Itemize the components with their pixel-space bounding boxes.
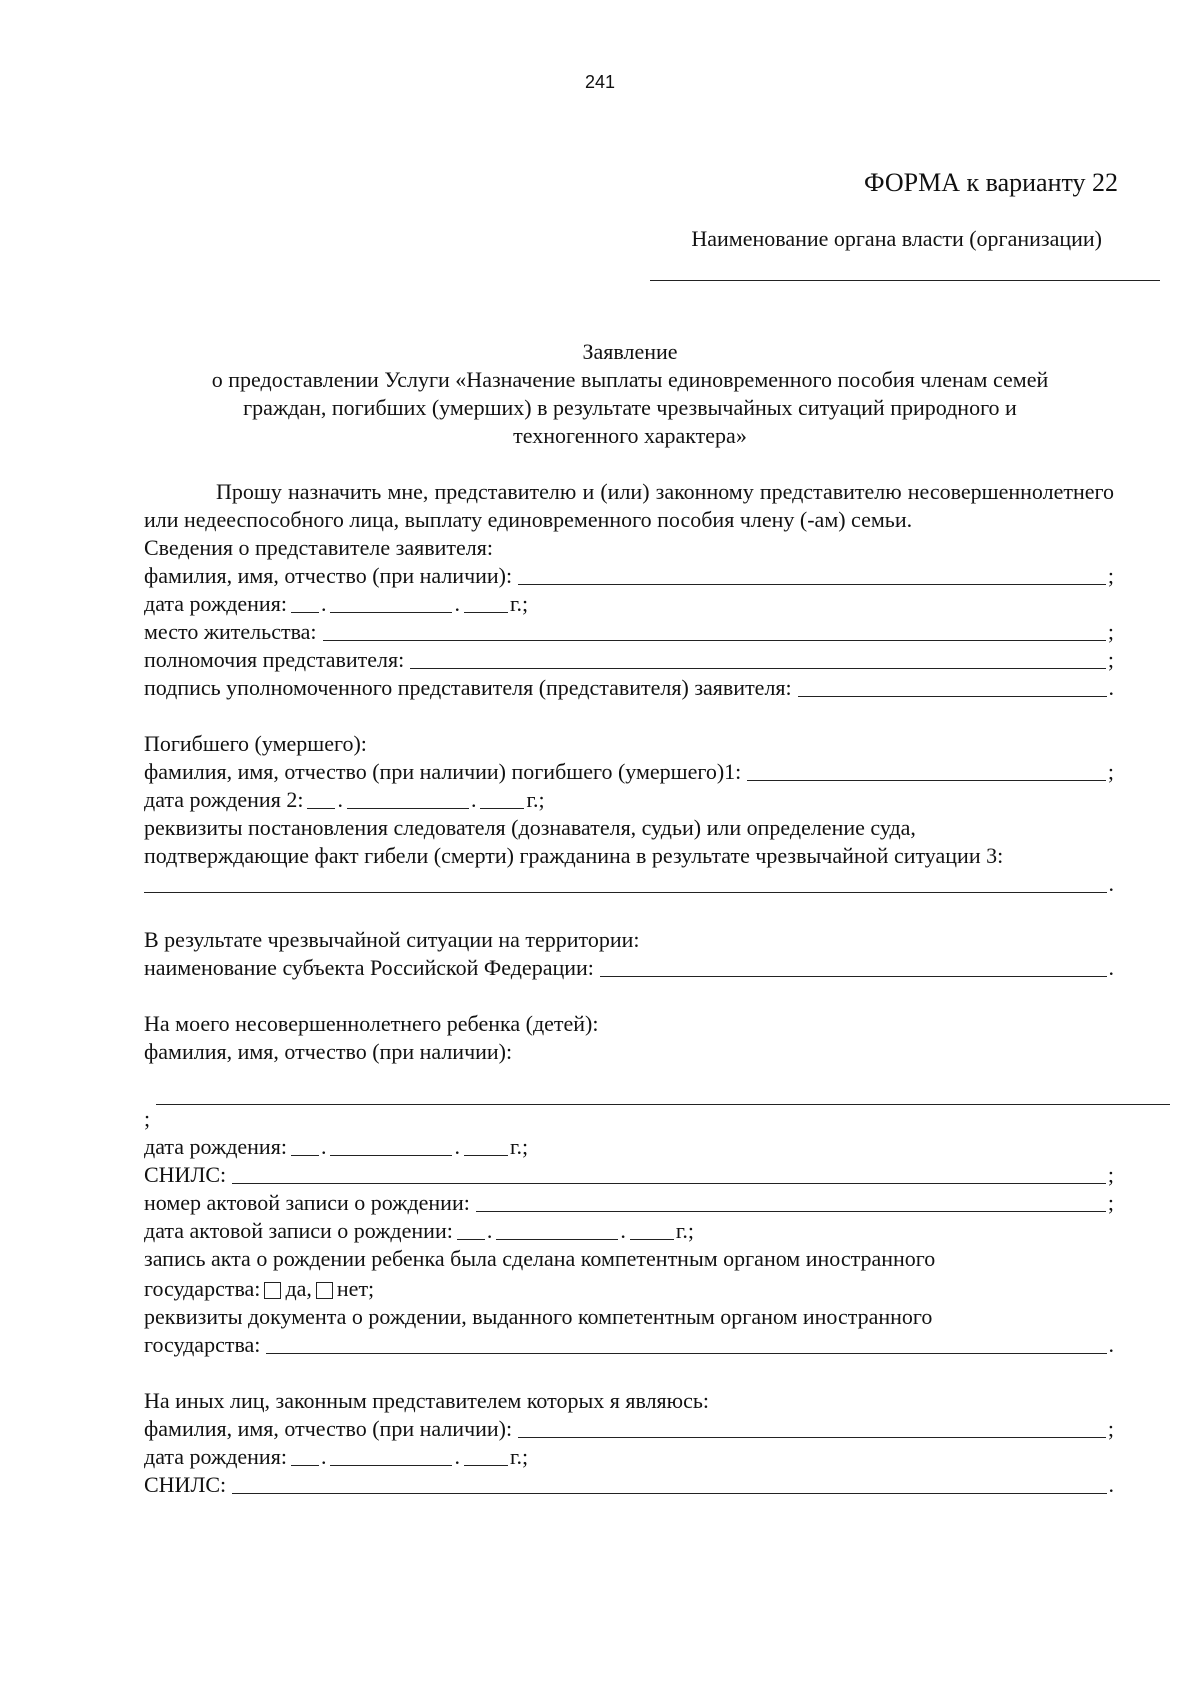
- child-dob-label: дата рождения:: [144, 1134, 287, 1159]
- year-suffix: г.;: [526, 787, 545, 812]
- representative-residence-label: место жительства:: [144, 619, 317, 644]
- form-body: [144, 478, 1114, 1499]
- deceased-heading-text: Погибшего (умершего):: [144, 731, 367, 756]
- child-foreign-line1: [144, 1245, 1114, 1273]
- child-foreign-text-2: государства:: [144, 1276, 261, 1301]
- child-record-number-label: номер актовой записи о рождении:: [144, 1190, 470, 1215]
- deceased-dob-month-field[interactable]: [347, 788, 469, 809]
- others-fio-field[interactable]: [518, 1417, 1106, 1438]
- child-fio-end: [144, 1105, 1114, 1133]
- semicolon: ;: [144, 1106, 151, 1131]
- representative-residence-field[interactable]: [323, 620, 1106, 641]
- page-number: 241: [584, 72, 616, 92]
- period: .: [1108, 1472, 1114, 1497]
- child-record-date-day-field[interactable]: [457, 1219, 485, 1240]
- deceased-details-line2: [144, 842, 1114, 870]
- others-fio-row: [144, 1415, 1114, 1443]
- representative-fio-row: [144, 562, 1114, 590]
- others-snils-row: [144, 1471, 1114, 1499]
- deceased-details-field[interactable]: [144, 872, 1107, 893]
- child-record-date-month-field[interactable]: [496, 1219, 618, 1240]
- child-doc-line1: [144, 1303, 1114, 1331]
- dot: .: [620, 1218, 626, 1243]
- representative-fio-label: фамилия, имя, отчество (при наличии):: [144, 563, 513, 588]
- dot: .: [337, 787, 343, 812]
- child-dob-row: [144, 1133, 1114, 1161]
- territory-heading: [144, 926, 1114, 954]
- representative-signature-row: [144, 674, 1114, 702]
- child-dob-year-field[interactable]: [464, 1135, 508, 1156]
- representative-signature-label: подпись уполномоченного представителя (представителя) заявителя:: [144, 675, 792, 700]
- child-snils-field[interactable]: [232, 1163, 1106, 1184]
- representative-dob-year-field[interactable]: [464, 592, 508, 613]
- others-snils-field[interactable]: [232, 1473, 1106, 1494]
- checkbox-yes-label: да,: [285, 1276, 312, 1301]
- child-record-date-label: дата актовой записи о рождении:: [144, 1218, 453, 1243]
- intro-paragraph: Прошу назначить мне, представителю и (или) законному представителю несовершеннолетнего или недееспособного лица, выплату единовременного пособия члену (-ам) семьи.: [144, 479, 1114, 532]
- representative-powers-field[interactable]: [410, 648, 1106, 669]
- others-heading-text: На иных лиц, законным представителем которых я являюсь:: [144, 1388, 710, 1413]
- deceased-details-text-2: подтверждающие факт гибели (смерти) гражданина в результате чрезвычайной ситуации 3:: [144, 843, 1004, 868]
- year-suffix: г.;: [509, 591, 529, 616]
- others-dob-day-field[interactable]: [291, 1445, 319, 1466]
- child-dob-month-field[interactable]: [330, 1135, 452, 1156]
- child-foreign-line2: [144, 1273, 1114, 1303]
- dot: .: [470, 787, 477, 812]
- others-dob-label: дата рождения:: [144, 1444, 287, 1469]
- dot: .: [320, 591, 327, 616]
- child-doc-text-1: реквизиты документа о рождении, выданного компетентным органом иностранного: [144, 1304, 933, 1329]
- child-fio-label-row: [144, 1038, 1114, 1066]
- representative-signature-field[interactable]: [798, 676, 1107, 697]
- period: .: [1108, 1332, 1114, 1357]
- semicolon: ;: [1107, 563, 1114, 588]
- year-suffix: г.;: [509, 1134, 529, 1159]
- semicolon: ;: [1107, 647, 1114, 672]
- dot: .: [320, 1134, 327, 1159]
- child-record-number-field[interactable]: [476, 1191, 1106, 1212]
- others-heading: [144, 1387, 1114, 1415]
- representative-dob-row: [144, 590, 1114, 618]
- territory-heading-text: В результате чрезвычайной ситуации на территории:: [144, 927, 640, 952]
- child-foreign-text-1: запись акта о рождении ребенка была сделана компетентным органом иностранного: [144, 1246, 936, 1271]
- dot: .: [454, 1444, 460, 1469]
- representative-dob-label: дата рождения:: [144, 591, 287, 616]
- deceased-fio-row: [144, 758, 1114, 786]
- deceased-dob-year-field[interactable]: [480, 788, 524, 809]
- representative-dob-day-field[interactable]: [291, 592, 319, 613]
- others-fio-label: фамилия, имя, отчество (при наличии):: [144, 1416, 513, 1441]
- territory-subject-field[interactable]: [600, 956, 1107, 977]
- semicolon: ;: [1107, 759, 1114, 784]
- deceased-heading: [144, 730, 1114, 758]
- document-title: [140, 338, 1120, 450]
- dot: .: [486, 1218, 493, 1243]
- semicolon: ;: [1107, 1416, 1114, 1441]
- child-record-date-row: [144, 1217, 1114, 1245]
- period: .: [1108, 871, 1114, 896]
- representative-fio-field[interactable]: [518, 564, 1106, 585]
- deceased-details-line1: [144, 814, 1114, 842]
- deceased-fio-field[interactable]: [747, 760, 1106, 781]
- deceased-dob-day-field[interactable]: [307, 788, 335, 809]
- org-name-field[interactable]: [650, 280, 1160, 281]
- year-suffix: г.;: [675, 1218, 694, 1243]
- dot: .: [454, 591, 460, 616]
- dot: .: [454, 1134, 460, 1159]
- child-record-number-row: [144, 1189, 1114, 1217]
- others-dob-row: [144, 1443, 1114, 1471]
- title-line-3: граждан, погибших (умерших) в результате чрезвычайных ситуаций природного и: [243, 395, 1017, 420]
- checkbox-no-label: нет;: [336, 1276, 375, 1301]
- others-dob-month-field[interactable]: [330, 1445, 452, 1466]
- child-fio-field[interactable]: [156, 1086, 1170, 1105]
- child-record-date-year-field[interactable]: [630, 1219, 674, 1240]
- child-doc-label: государства:: [144, 1332, 261, 1357]
- child-doc-field[interactable]: [266, 1333, 1106, 1354]
- deceased-details-row: [144, 870, 1114, 898]
- others-snils-label: СНИЛС:: [144, 1472, 227, 1497]
- child-doc-row: [144, 1331, 1114, 1359]
- year-suffix: г.;: [509, 1444, 529, 1469]
- representative-heading: [144, 534, 1114, 562]
- representative-powers-row: [144, 646, 1114, 674]
- representative-residence-row: [144, 618, 1114, 646]
- title-line-4: техногенного характера»: [513, 423, 747, 448]
- representative-dob-month-field[interactable]: [330, 592, 452, 613]
- dot: .: [320, 1444, 327, 1469]
- deceased-dob-label: дата рождения 2:: [144, 787, 304, 812]
- checkbox-yes[interactable]: [264, 1282, 281, 1299]
- others-dob-year-field[interactable]: [464, 1445, 508, 1466]
- representative-heading-text: Сведения о представителе заявителя:: [144, 535, 493, 560]
- deceased-fio-label: фамилия, имя, отчество (при наличии) погибшего (умершего)1:: [144, 759, 742, 784]
- child-snils-label: СНИЛС:: [144, 1162, 227, 1187]
- child-dob-day-field[interactable]: [291, 1135, 319, 1156]
- title-line-1: Заявление: [582, 339, 678, 364]
- representative-powers-label: полномочия представителя:: [144, 647, 405, 672]
- semicolon: ;: [1107, 619, 1114, 644]
- form-reference: ФОРМА к варианту 22: [864, 168, 1118, 197]
- period: .: [1108, 675, 1114, 700]
- semicolon: ;: [1107, 1162, 1114, 1187]
- territory-subject-row: [144, 954, 1114, 982]
- title-line-2: о предоставлении Услуги «Назначение выплаты единовременного пособия членам семей: [211, 367, 1049, 392]
- deceased-dob-row: [144, 786, 1114, 814]
- territory-subject-label: наименование субъекта Российской Федерации:: [144, 955, 594, 980]
- org-name-label: Наименование органа власти (организации): [691, 226, 1102, 251]
- child-heading-text: На моего несовершеннолетнего ребенка (детей):: [144, 1011, 599, 1036]
- semicolon: ;: [1107, 1190, 1114, 1215]
- period: .: [1108, 955, 1114, 980]
- child-fio-label: фамилия, имя, отчество (при наличии):: [144, 1039, 513, 1064]
- checkbox-no[interactable]: [316, 1282, 333, 1299]
- child-heading: [144, 1010, 1114, 1038]
- deceased-details-text-1: реквизиты постановления следователя (дознавателя, судьи) или определение суда,: [144, 815, 916, 840]
- child-snils-row: [144, 1161, 1114, 1189]
